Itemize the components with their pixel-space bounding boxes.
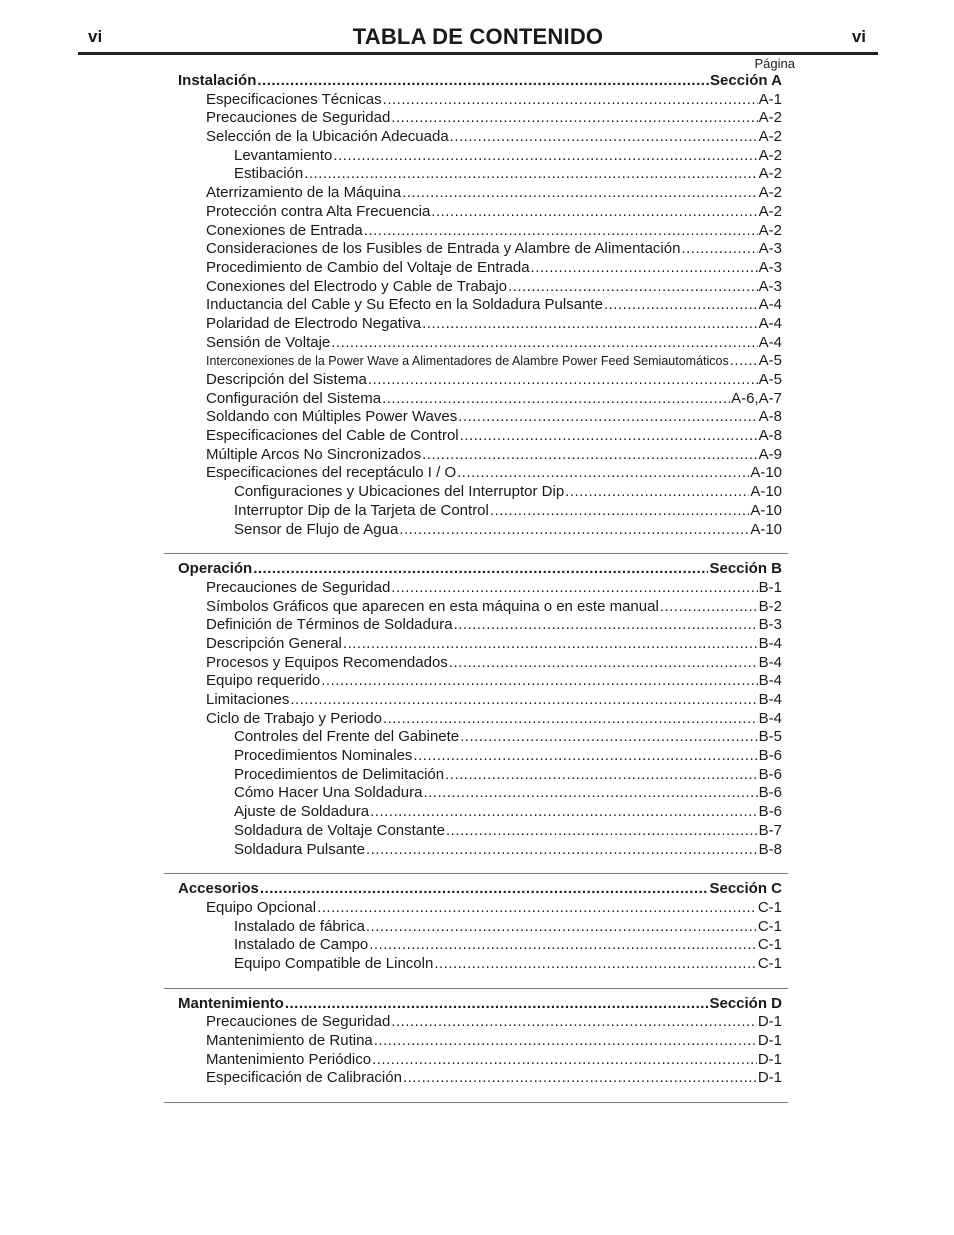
toc-entry-label: Ciclo de Trabajo y Periodo (206, 709, 382, 727)
toc-entry-page: A-4 (758, 314, 782, 332)
toc-entry[interactable] (164, 483, 788, 502)
toc-entry-label: Conexiones del Electrodo y Cable de Trabajo (206, 277, 508, 295)
dot-leader (383, 710, 758, 727)
dot-leader (391, 109, 757, 126)
section-title: Instalación (178, 72, 257, 89)
toc-entry-label: Aterrizamiento de la Máquina (206, 184, 402, 202)
toc-entry-label: Descripción del Sistema (206, 371, 367, 388)
toc-entry-page: A-10 (750, 483, 782, 501)
toc-entry-page: D-1 (757, 1050, 782, 1068)
toc-section (164, 880, 788, 988)
dot-leader (431, 203, 757, 220)
toc-entry[interactable] (164, 1032, 788, 1051)
dot-leader (413, 747, 757, 764)
dot-leader (374, 1032, 757, 1049)
toc-entry-page: A-4 (758, 333, 782, 351)
dot-leader (333, 147, 757, 164)
toc-entry-page: A-5 (758, 371, 782, 388)
toc-entry[interactable] (164, 91, 788, 110)
toc-entry-label: Inductancia del Cable y Su Efecto en la Soldadura Pulsante (206, 296, 603, 314)
toc-section-heading[interactable] (164, 880, 788, 899)
toc-entry[interactable] (164, 841, 788, 860)
toc-entry[interactable] (164, 446, 788, 465)
dot-leader (423, 784, 757, 801)
toc-entry-label: Consideraciones de los Fusibles de Entrada y Alambre de Alimentación (206, 240, 681, 258)
dot-leader (260, 880, 709, 897)
dot-leader (422, 315, 758, 332)
toc-entry[interactable] (164, 710, 788, 729)
toc-entry-page: B-4 (758, 709, 782, 727)
toc-entry[interactable] (164, 109, 788, 128)
toc-entry-page: B-1 (758, 578, 782, 596)
toc-entry-label: Sensión de Voltaje (206, 333, 331, 351)
toc-entry[interactable] (164, 427, 788, 446)
toc-entry[interactable] (164, 502, 788, 521)
toc-entry-label: Procesos y Equipos Recomendados (206, 653, 448, 671)
toc-entry-page: A-2 (758, 109, 782, 127)
toc-entry-label: Soldadura de Voltaje Constante (234, 821, 445, 839)
toc-entry[interactable] (164, 672, 788, 691)
dot-leader (490, 502, 749, 519)
toc-entry-label: Precauciones de Seguridad (206, 109, 391, 127)
toc-entry-label: Instalado de fábrica (234, 917, 365, 935)
toc-entry-label: Equipo Opcional (206, 898, 317, 916)
toc-entry[interactable] (164, 259, 788, 278)
toc-entry[interactable] (164, 128, 788, 147)
toc-entry[interactable] (164, 521, 788, 540)
section-title: Mantenimiento (178, 994, 284, 1012)
toc-entry[interactable] (164, 803, 788, 822)
page-number-left: vi (88, 27, 103, 46)
toc-entry-label: Interconexiones de la Power Wave a Alimentadores de Alambre Power Feed Semiautomáticos (206, 354, 729, 369)
toc-entry-label: Sensor de Flujo de Agua (234, 520, 399, 538)
toc-entry-label: Instalado de Campo (234, 936, 369, 954)
toc-entry[interactable] (164, 240, 788, 259)
section-page: Sección B (709, 560, 782, 578)
dot-leader (321, 672, 757, 689)
table-of-contents (164, 72, 788, 1109)
dot-leader (434, 955, 757, 972)
toc-entry-page: B-6 (758, 765, 782, 783)
dot-leader (450, 128, 758, 145)
toc-entry[interactable] (164, 955, 788, 974)
toc-entry-page: A-8 (758, 427, 782, 445)
toc-section (164, 72, 788, 554)
toc-entry-page: A-6,A-7 (731, 389, 782, 407)
dot-leader (304, 165, 757, 182)
dot-leader (446, 822, 758, 839)
page-header (78, 24, 878, 55)
toc-entry-page: C-1 (757, 917, 782, 935)
toc-entry-label: Especificaciones del receptáculo I / O (206, 464, 457, 482)
toc-entry-label: Procedimientos Nominales (234, 747, 413, 765)
toc-entry-page: B-4 (758, 653, 782, 671)
toc-entry[interactable] (164, 315, 788, 334)
dot-leader (399, 521, 749, 538)
toc-section-heading[interactable] (164, 995, 788, 1014)
toc-entry-label: Equipo Compatible de Lincoln (234, 954, 434, 972)
toc-entry[interactable] (164, 579, 788, 598)
toc-entry-page: D-1 (757, 1032, 782, 1049)
toc-entry-page: A-2 (758, 146, 782, 164)
toc-entry-page: A-10 (750, 501, 782, 519)
toc-entry-label: Configuraciones y Ubicaciones del Interruptor Dip (234, 483, 565, 501)
toc-entry-page: A-9 (758, 445, 782, 463)
toc-entry-label: Definición de Términos de Soldadura (206, 616, 453, 634)
dot-leader (257, 72, 709, 89)
toc-entry[interactable] (164, 203, 788, 222)
toc-entry-page: B-7 (758, 821, 782, 839)
dot-leader (449, 654, 758, 671)
toc-entry-label: Mantenimiento de Rutina (206, 1032, 373, 1049)
dot-leader (460, 427, 758, 444)
dot-leader (368, 371, 758, 388)
dot-leader (253, 560, 708, 577)
toc-entry-page: A-4 (758, 296, 782, 314)
dot-leader (681, 240, 757, 257)
toc-entry-label: Conexiones de Entrada (206, 221, 363, 239)
toc-entry-page: B-6 (758, 784, 782, 802)
dot-leader (366, 841, 758, 858)
toc-entry[interactable] (164, 278, 788, 297)
toc-entry[interactable] (164, 371, 788, 390)
dot-leader (460, 728, 758, 745)
toc-entry-label: Ajuste de Soldadura (234, 803, 370, 821)
toc-entry-label: Controles del Frente del Gabinete (234, 728, 460, 746)
toc-entry-label: Polaridad de Electrodo Negativa (206, 314, 422, 332)
toc-entry-label: Cómo Hacer Una Soldadura (234, 784, 423, 802)
toc-entry-page: B-2 (758, 597, 782, 615)
dot-leader (382, 390, 730, 407)
dot-leader (402, 184, 758, 201)
toc-entry-label: Levantamiento (234, 146, 333, 164)
toc-entry-label: Soldando con Múltiples Power Waves (206, 408, 458, 426)
toc-entry-label: Configuración del Sistema (206, 389, 382, 407)
toc-entry-page: A-10 (750, 464, 782, 482)
toc-entry-page: B-5 (758, 728, 782, 746)
toc-entry[interactable] (164, 936, 788, 955)
dot-leader (457, 464, 749, 481)
toc-entry[interactable] (164, 352, 788, 371)
toc-entry-label: Precauciones de Seguridad (206, 1013, 391, 1031)
toc-section-heading[interactable] (164, 72, 788, 91)
toc-entry[interactable] (164, 598, 788, 617)
toc-entry-page: B-6 (758, 803, 782, 821)
toc-entry[interactable] (164, 184, 788, 203)
toc-entry-label: Procedimientos de Delimitación (234, 765, 445, 783)
dot-leader (458, 408, 757, 425)
toc-entry-label: Protección contra Alta Frecuencia (206, 202, 431, 220)
dot-leader (403, 1069, 757, 1086)
dot-leader (508, 278, 758, 295)
dot-leader (454, 616, 758, 633)
dot-leader (391, 1013, 757, 1030)
toc-entry-page: D-1 (757, 1069, 782, 1087)
toc-section (164, 560, 788, 874)
toc-entry[interactable] (164, 464, 788, 483)
toc-entry-page: C-1 (757, 954, 782, 972)
page-column-label: Página (754, 56, 795, 71)
toc-entry[interactable] (164, 784, 788, 803)
toc-entry-label: Especificación de Calibración (206, 1069, 402, 1087)
toc-entry[interactable] (164, 1013, 788, 1032)
page-number-right: vi (851, 27, 866, 46)
toc-entry[interactable] (164, 766, 788, 785)
toc-entry-page: B-8 (758, 840, 782, 858)
dot-leader (343, 635, 758, 652)
toc-section (164, 995, 788, 1103)
dot-leader (531, 259, 758, 276)
toc-entry-page: A-2 (758, 221, 782, 239)
toc-entry[interactable] (164, 296, 788, 315)
toc-entry-page: B-4 (758, 672, 782, 690)
toc-entry-page: A-8 (758, 408, 782, 426)
toc-entry[interactable] (164, 165, 788, 184)
toc-entry[interactable] (164, 1069, 788, 1088)
toc-entry[interactable] (164, 691, 788, 710)
toc-entry-page: B-6 (758, 747, 782, 765)
toc-entry-label: Procedimiento de Cambio del Voltaje de Entrada (206, 258, 530, 276)
section-page: Sección C (709, 880, 782, 898)
toc-entry-label: Soldadura Pulsante (234, 840, 365, 858)
toc-section-heading[interactable] (164, 560, 788, 579)
toc-entry[interactable] (164, 408, 788, 427)
toc-entry-label: Mantenimiento Periódico (206, 1050, 372, 1068)
toc-entry[interactable] (164, 899, 788, 918)
dot-leader (364, 222, 758, 239)
toc-entry[interactable] (164, 222, 788, 241)
toc-entry-label: Limitaciones (206, 691, 290, 708)
toc-entry[interactable] (164, 147, 788, 166)
toc-entry-page: A-2 (758, 184, 782, 202)
dot-leader (366, 918, 757, 935)
toc-entry-label: Interruptor Dip de la Tarjeta de Control (234, 501, 489, 519)
toc-entry-label: Símbolos Gráficos que aparecen en esta máquina o en este manual (206, 597, 659, 615)
toc-entry-page: A-2 (758, 128, 782, 146)
toc-entry-label: Equipo requerido (206, 672, 321, 690)
toc-entry[interactable] (164, 616, 788, 635)
dot-leader (317, 899, 757, 916)
toc-entry-page: A-5 (758, 352, 782, 370)
dot-leader (565, 483, 749, 500)
section-page: Sección D (709, 994, 782, 1012)
toc-entry-page: C-1 (757, 936, 782, 954)
dot-leader (445, 766, 758, 783)
toc-entry[interactable] (164, 334, 788, 353)
toc-entry[interactable] (164, 1051, 788, 1070)
toc-entry-page: A-3 (758, 240, 782, 258)
toc-entry-page: A-10 (750, 520, 782, 538)
dot-leader (383, 91, 758, 108)
dot-leader (331, 334, 757, 351)
toc-entry-page: A-2 (758, 165, 782, 183)
toc-entry-page: B-4 (758, 691, 782, 708)
dot-leader (372, 1051, 757, 1068)
page-title: TABLA DE CONTENIDO (352, 24, 604, 49)
dot-leader (604, 296, 758, 313)
toc-entry[interactable] (164, 747, 788, 766)
dot-leader (370, 803, 758, 820)
toc-entry-label: Especificaciones del Cable de Control (206, 427, 459, 445)
toc-entry[interactable] (164, 822, 788, 841)
toc-entry[interactable] (164, 728, 788, 747)
toc-entry-label: Estibación (234, 165, 304, 183)
section-title: Operación (178, 560, 253, 578)
dot-leader (285, 995, 709, 1012)
toc-entry-page: B-3 (758, 616, 782, 634)
dot-leader (290, 691, 757, 708)
toc-entry[interactable] (164, 654, 788, 673)
section-title: Accesorios (178, 880, 259, 898)
dot-leader (391, 579, 757, 596)
toc-entry-label: Descripción General (206, 634, 342, 652)
toc-entry-page: C-1 (757, 898, 782, 916)
toc-entry-page: B-4 (758, 634, 782, 652)
dot-leader (422, 446, 758, 463)
toc-entry[interactable] (164, 390, 788, 409)
toc-entry[interactable] (164, 918, 788, 937)
toc-entry-page: A-2 (758, 202, 782, 220)
toc-entry-page: A-3 (758, 277, 782, 295)
toc-entry-page: D-1 (757, 1013, 782, 1031)
toc-entry-label: Múltiple Arcos No Sincronizados (206, 445, 422, 463)
toc-entry-page: A-1 (758, 90, 782, 108)
toc-entry-page: A-3 (758, 258, 782, 276)
dot-leader (730, 352, 758, 369)
toc-entry[interactable] (164, 635, 788, 654)
toc-entry-label: Especificaciones Técnicas (206, 90, 382, 108)
toc-entry-label: Precauciones de Seguridad (206, 578, 391, 596)
dot-leader (369, 936, 757, 953)
dot-leader (660, 598, 758, 615)
toc-entry-label: Selección de la Ubicación Adecuada (206, 128, 449, 146)
section-page: Sección A (710, 72, 782, 89)
